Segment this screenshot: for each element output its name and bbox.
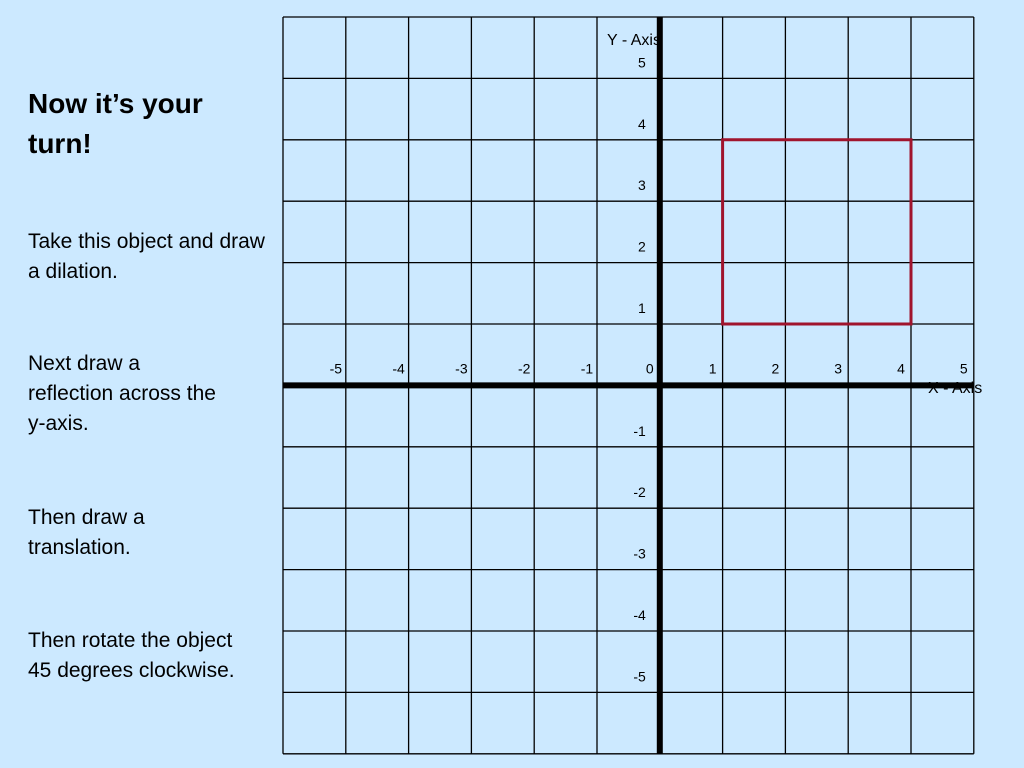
x-tick-label: -2 [517,360,531,377]
x-tick-label: 3 [834,360,843,377]
instruction-step-reflection: Next draw a reflection across the y-axis. [28,352,216,435]
x-tick-label: 0 [645,360,654,377]
y-tick-label: -4 [633,607,646,623]
x-tick-label: 1 [708,360,717,377]
x-tick-label: -4 [392,360,405,377]
x-tick-label: -1 [580,360,594,377]
x-tick-label: 2 [771,360,780,377]
x-axis-title: X - Axis [928,380,983,397]
axes [283,17,974,754]
y-tick-label: -3 [633,545,646,562]
x-tick-label: 5 [959,360,968,377]
instruction-step-translation: Then draw a translation. [28,506,145,559]
y-tick-label: -1 [633,422,646,439]
y-tick-label: 5 [638,54,646,71]
axis-labels [607,32,982,397]
instruction-step-dilation: Take this object and draw a dilation. [28,230,265,283]
y-tick-label: 1 [638,300,646,316]
square-shape [723,140,911,324]
y-axis-title: Y - Axis [607,32,661,49]
y-tick-label: -5 [633,668,646,685]
tick-labels [330,54,968,684]
instructions-title: Now it’s your turn! [28,88,203,159]
y-tick-label: 2 [638,238,646,255]
instruction-step-rotation: Then rotate the object 45 degrees clockwise. [28,629,235,682]
x-tick-label: 4 [897,360,905,377]
x-tick-label: -5 [329,360,343,377]
y-tick-label: 3 [638,177,646,194]
y-tick-label: 4 [638,115,646,132]
shape-layer [723,140,911,324]
y-tick-label: -2 [633,484,646,501]
x-tick-label: -3 [455,360,468,377]
